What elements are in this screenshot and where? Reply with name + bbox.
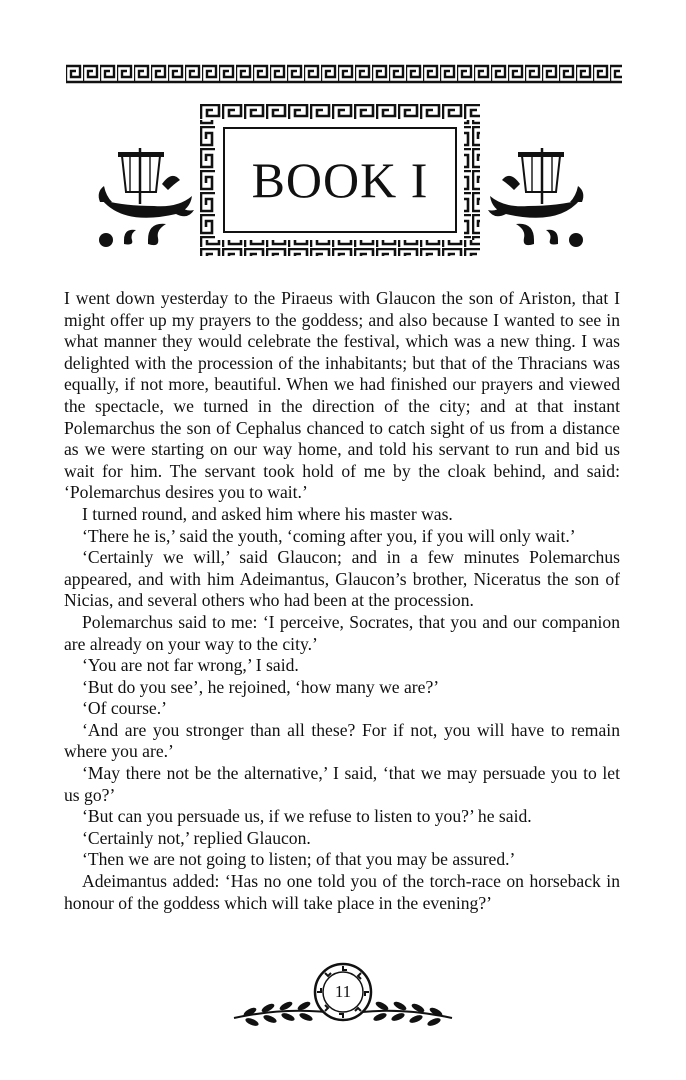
chapter-heading-frame xyxy=(200,104,480,256)
paragraph: ‘You are not far wrong,’ I said. xyxy=(82,655,299,676)
paragraph: I went down yesterday to the Piraeus with Glaucon the son of Ariston, that I might offer up my prayers to the goddess; and also because I wanted to see in what manner they would celebrate the festival, which was a new thing. I was delighted with the procession of the inhabitants; but that of the Thracians was equally, if not more, beautiful. When we had finished our prayers and viewed the spectacle, we turned in the direction of the city; and at that instant Polemarchus the son of Cephalus chanced to catch sight of us from a distance as we were starting on our way home, and told his servant to run and bid us wait for him. The servant took hold of me by the cloak behind, and said: ‘Polemarchus desires you to wait.’ xyxy=(64,288,620,503)
greek-key-border-icon xyxy=(66,64,622,84)
paragraph: ‘But can you persuade us, if we refuse to listen to you?’ he said. xyxy=(82,806,532,827)
paragraph: Polemarchus said to me: ‘I perceive, Socrates, that you and our companion are already on your way to the city.’ xyxy=(64,611,620,654)
trireme-ship-icon xyxy=(94,140,194,256)
paragraph: ‘Certainly not,’ replied Glaucon. xyxy=(82,827,311,848)
paragraph: ‘Then we are not going to listen; of that you may be assured.’ xyxy=(82,849,516,870)
paragraph: ‘But do you see’, he rejoined, ‘how many we are?’ xyxy=(82,676,440,697)
page-number: 11 xyxy=(334,982,352,1001)
paragraph: Adeimantus added: ‘Has no one told you of the torch-race on horseback in honour of the goddess which will take place in the evening?’ xyxy=(64,871,620,913)
body-text xyxy=(64,288,620,914)
paragraph: ‘May there not be the alternative,’ I said, ‘that we may persuade you to let us go?’ xyxy=(64,763,620,805)
paragraph: ‘Of course.’ xyxy=(82,698,167,719)
chapter-title: BOOK I xyxy=(251,152,429,208)
paragraph: ‘And are you stronger than all these? For if not, you will have to remain where you are.’ xyxy=(64,719,620,762)
paragraph: ‘There he is,’ said the youth, ‘coming after you, if you will only wait.’ xyxy=(82,525,576,546)
paragraph: ‘Certainly we will,’ said Glaucon; and in a few minutes Polemarchus appeared, and with him Adeimantus, Glaucon’s brother, Niceratus the son of Nicias, and several others who had been at the procession. xyxy=(64,547,620,611)
paragraph: I turned round, and asked him where his master was. xyxy=(82,503,453,524)
trireme-ship-icon xyxy=(488,140,588,256)
